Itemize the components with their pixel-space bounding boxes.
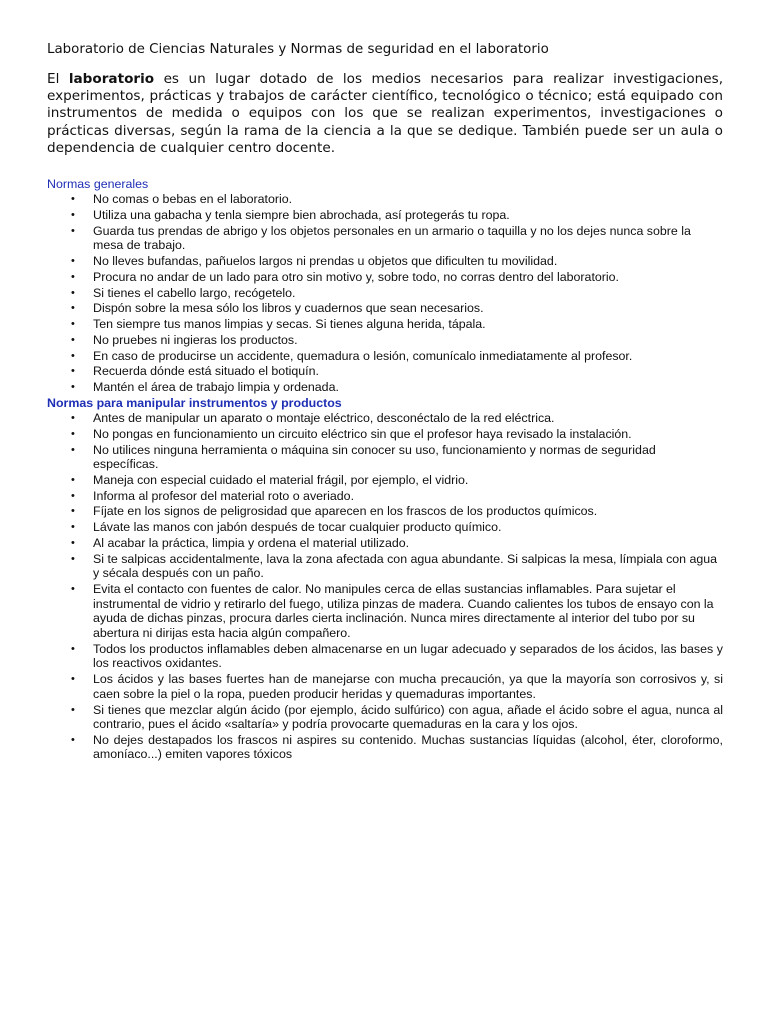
list-item-text: Si tienes el cabello largo, recógetelo. <box>93 285 296 300</box>
list-item <box>47 301 723 316</box>
section-general-rules <box>47 177 723 395</box>
bullet-icon: • <box>71 733 75 746</box>
list-item-text: Fíjate en los signos de peligrosidad que aparecen en los frascos de los productos químicos. <box>93 504 598 519</box>
list-item-text: Antes de manipular un aparato o montaje eléctrico, desconéctalo de la red eléctrica. <box>93 410 555 425</box>
intro-prefix: El <box>47 71 69 87</box>
list-item-text: Utiliza una gabacha y tenla siempre bien abrochada, así protegerás tu ropa. <box>93 207 510 222</box>
list-item-text: Guarda tus prendas de abrigo y los objetos personales en un armario o taquilla y no los dejes nunca sobre la mesa de trabajo. <box>93 223 691 253</box>
bullet-icon: • <box>71 254 75 267</box>
bullet-icon: • <box>71 286 75 299</box>
list-item-text: No pongas en funcionamiento un circuito eléctrico sin que el profesor haya revisado la instalación. <box>93 426 632 441</box>
list-item-text: Ten siempre tus manos limpias y secas. Si tienes alguna herida, tápala. <box>93 317 486 332</box>
list-item-text: Mantén el área de trabajo limpia y ordenada. <box>93 380 339 395</box>
bullet-icon: • <box>71 318 75 331</box>
list-item-text: Al acabar la práctica, limpia y ordena el material utilizado. <box>93 536 410 551</box>
list-item <box>47 286 723 301</box>
section-heading-instruments: Normas para manipular instrumentos y productos <box>47 395 342 410</box>
bullet-icon: • <box>71 224 75 237</box>
bullet-icon: • <box>71 270 75 283</box>
bullet-icon: • <box>71 208 75 221</box>
list-item <box>47 672 723 701</box>
list-item <box>47 443 723 472</box>
list-item-text: Recuerda dónde está situado el botiquín. <box>93 364 319 379</box>
list-item <box>47 473 723 488</box>
bullet-icon: • <box>71 365 75 378</box>
list-item-text: Maneja con especial cuidado el material frágil, por ejemplo, el vidrio. <box>93 472 469 487</box>
list-item <box>47 208 723 223</box>
list-item <box>47 364 723 379</box>
bullet-icon: • <box>71 443 75 456</box>
list-item-text: En caso de producirse un accidente, quemadura o lesión, comunícalo inmediatamente al profesor. <box>93 348 633 363</box>
bullet-icon: • <box>71 411 75 424</box>
list-item-text: Si te salpicas accidentalmente, lava la zona afectada con agua abundante. Si salpicas la mesa, límpiala con agua y sécala después con un paño. <box>93 551 718 581</box>
bullet-icon: • <box>71 473 75 486</box>
document-page <box>47 40 723 763</box>
list-item-text: Dispón sobre la mesa sólo los libros y cuadernos que sean necesarios. <box>93 301 484 316</box>
list-item <box>47 703 723 732</box>
bullet-icon: • <box>71 489 75 502</box>
list-item <box>47 489 723 504</box>
list-item-text: Lávate las manos con jabón después de tocar cualquier producto químico. <box>93 520 502 535</box>
list-item <box>47 427 723 442</box>
list-item-text: Todos los productos inflamables deben almacenarse en un lugar adecuado y separados de los ácidos, las bases y los reactivos oxidantes. <box>93 641 723 671</box>
list-item <box>47 411 723 426</box>
rules-list-general <box>47 192 723 395</box>
list-item <box>47 552 723 581</box>
list-item <box>47 224 723 253</box>
bullet-icon: • <box>71 703 75 716</box>
list-item-text: No utilices ninguna herramienta o máquina sin conocer su uso, funcionamiento y normas de seguridad específicas. <box>93 442 656 472</box>
bullet-icon: • <box>71 521 75 534</box>
bullet-icon: • <box>71 552 75 565</box>
bullet-icon: • <box>71 642 75 655</box>
intro-text: es un lugar dotado de los medios necesarios para realizar investigaciones, experimentos, prácticas y trabajos de carácter científico, tecnológico o técnico; está equipado con instrumentos de medida o equipos con los que se realizan experimentos, investigaciones o prácticas diversas, según la rama de la ciencia a la que se dedique. También puede ser un aula o dependencia de cualquier centro docente. <box>47 71 724 156</box>
list-item <box>47 270 723 285</box>
list-item <box>47 254 723 269</box>
list-item <box>47 582 723 640</box>
list-item <box>47 520 723 535</box>
list-item <box>47 349 723 364</box>
list-item <box>47 642 723 671</box>
list-item-text: Si tienes que mezclar algún ácido (por ejemplo, ácido sulfúrico) con agua, añade el ácido sobre el agua, nunca al contrario, pues el ácido «saltaría» y podría provocarte quemaduras en la cara y los ojos. <box>93 702 723 732</box>
list-item-text: Informa al profesor del material roto o averiado. <box>93 488 355 503</box>
list-item-text: No comas o bebas en el laboratorio. <box>93 192 293 207</box>
bullet-icon: • <box>71 193 75 206</box>
bullet-icon: • <box>71 333 75 346</box>
bullet-icon: • <box>71 673 75 686</box>
intro-paragraph <box>47 71 723 157</box>
list-item <box>47 733 723 762</box>
section-instruments-rules <box>47 396 723 762</box>
list-item-text: Los ácidos y las bases fuertes han de manejarse con mucha precaución, ya que la mayoría son corrosivos y, si caen sobre la piel o la ropa, pueden producir heridas y quemaduras importantes. <box>93 672 723 701</box>
bullet-icon: • <box>71 583 75 596</box>
list-item <box>47 536 723 551</box>
bullet-icon: • <box>71 302 75 315</box>
list-item <box>47 333 723 348</box>
section-heading-general: Normas generales <box>47 177 149 192</box>
page-title: Laboratorio de Ciencias Naturales y Normas de seguridad en el laboratorio <box>47 42 549 57</box>
bullet-icon: • <box>71 505 75 518</box>
list-item-text: Procura no andar de un lado para otro sin motivo y, sobre todo, no corras dentro del laboratorio. <box>93 269 619 284</box>
bullet-icon: • <box>71 427 75 440</box>
list-item-text: Evita el contacto con fuentes de calor. No manipules cerca de ellas sustancias inflamables. Para sujetar el instrumental de vidrio y retirarlo del fuego, utiliza pinzas de madera. Cuando calientes los tubos de ensayo con la ayuda de dichas pinzas, procura darles cierta inclinación. Nunca mires directamente al interior del tubo por su abertura ni dirijas esta hacia algún compañero. <box>93 582 714 640</box>
bullet-icon: • <box>71 537 75 550</box>
list-item-text: No pruebes ni ingieras los productos. <box>93 332 298 347</box>
bullet-icon: • <box>71 349 75 362</box>
bullet-icon: • <box>71 381 75 394</box>
list-item <box>47 317 723 332</box>
list-item-text: No lleves bufandas, pañuelos largos ni prendas u objetos que dificulten tu movilidad. <box>93 253 558 268</box>
intro-bold-term: laboratorio <box>68 71 155 87</box>
list-item <box>47 192 723 207</box>
rules-list-instruments <box>47 411 723 762</box>
list-item <box>47 380 723 395</box>
list-item <box>47 504 723 519</box>
list-item-text: No dejes destapados los frascos ni aspires su contenido. Muchas sustancias líquidas (alcohol, éter, cloroformo, amoníaco...) emiten vapores tóxicos <box>93 732 723 762</box>
